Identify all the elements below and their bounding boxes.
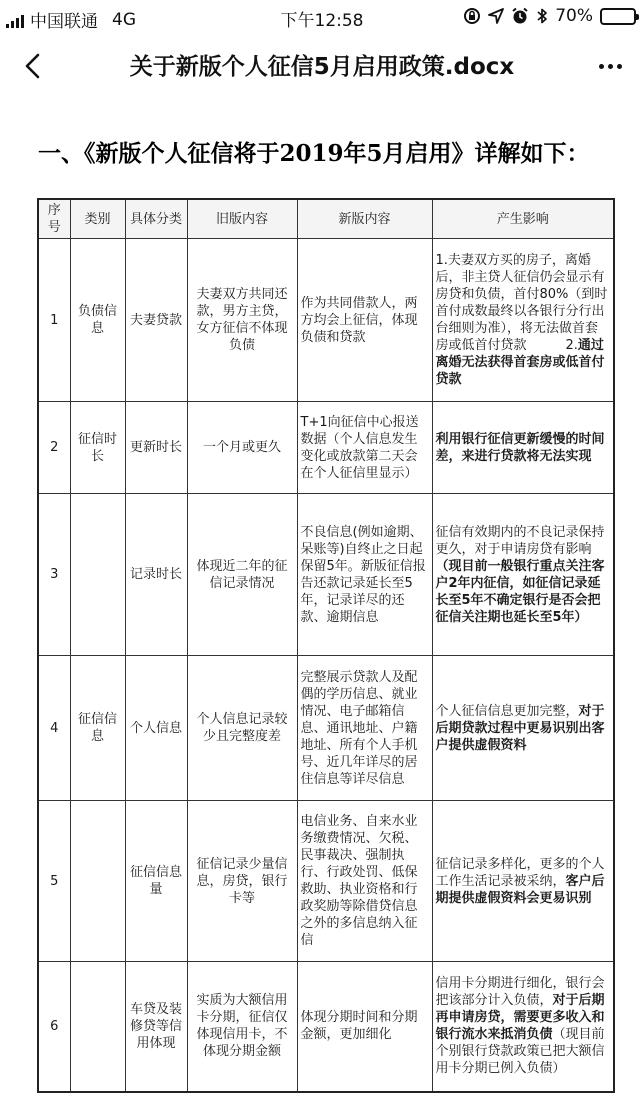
cell-new: 完整展示贷款人及配偶的学历信息、就业情况、电子邮箱信息、通讯地址、户籍地址、所有个人手机号、近几年详尽的居住信息等详尽信息 [297, 656, 432, 801]
cell-old: 体现近二年的征信记录情况 [187, 494, 297, 656]
effect-bold-text: 利用银行征信更新缓慢的时间差，来进行贷款将无法实现 [435, 431, 605, 464]
effect-bold-text: （现目前一般银行重点关注客户2年内征信，如征信记录延长至5年不确定银行是否会把征信关注期也延长至5年） [435, 558, 605, 625]
document-title: 关于新版个人征信5月启用政策.docx [129, 54, 515, 80]
cell-subcategory: 记录时长 [125, 494, 187, 656]
effect-text: 信用卡分期进行细化，银行会把该部分计入负债， [435, 976, 605, 1009]
cell-no: 1 [38, 239, 70, 402]
document-heading: 一、《新版个人征信将于2019年5月启用》详解如下： [38, 140, 590, 167]
carrier-name: 中国联通 [30, 12, 98, 32]
table-row [38, 402, 614, 494]
chevron-left-icon [14, 46, 54, 86]
status-time: 下午12:58 [280, 11, 364, 31]
table-row [38, 962, 614, 1092]
battery-percent: 70% [555, 6, 593, 26]
cell-new: 不良信息(例如逾期、呆账等)自终止之日起保留5年。新版征信报告还款记录延长至5年，记录详尽的还款、逾期信息 [297, 494, 432, 656]
effect-bold-text: 通过离婚无法获得首套房或低首付贷款 [435, 338, 605, 387]
effect-bold-text: 对于后期贷款过程中更易识别出客户提供虚假资料 [435, 703, 605, 753]
nav-bar [0, 34, 644, 98]
more-dots-icon [599, 64, 622, 69]
battery-icon [600, 8, 636, 25]
cell-old: 实质为大额信用卡分期，征信仅体现信用卡，不体现分期金额 [187, 962, 297, 1092]
cell-no: 3 [38, 494, 70, 656]
cell-subcategory: 更新时长 [125, 402, 187, 494]
cell-no: 2 [38, 402, 70, 494]
cell-category: 征信信息 [70, 656, 125, 801]
back-button[interactable] [14, 46, 54, 86]
table-row [38, 801, 614, 962]
cell-effect [432, 656, 614, 801]
effect-bold-text: 客户后期提供虚假资料会更易识别 [435, 873, 605, 906]
cell-category [70, 962, 125, 1092]
cell-no: 6 [38, 962, 70, 1092]
header-category: 类别 [70, 199, 125, 239]
status-bar [0, 0, 644, 34]
cell-category: 征信时长 [70, 402, 125, 494]
cell-new: T+1向征信中心报送数据（个人信息发生变化或放款第二天会在个人征信里显示） [297, 402, 432, 494]
cell-effect [432, 239, 614, 402]
status-right [463, 6, 636, 26]
effect-text: 1.夫妻双方买的房子，离婚后，非主贷人征信仍会显示有房贷和负债，首付80%（到时首付成数最终以各银行分行出台细则为准），将无法做首套房或低首付贷款 2. [435, 253, 608, 353]
cell-old: 征信记录少量信息，房贷，银行卡等 [187, 801, 297, 962]
policy-table [37, 198, 615, 1093]
table-row [38, 239, 614, 402]
cell-subcategory: 个人信息 [125, 656, 187, 801]
table-row [38, 494, 614, 656]
cell-category: 负债信息 [70, 239, 125, 402]
cell-effect [432, 962, 614, 1092]
table-row [38, 656, 614, 801]
header-new: 新版内容 [297, 199, 432, 239]
cell-subcategory: 夫妻贷款 [125, 239, 187, 402]
cell-no: 5 [38, 801, 70, 962]
cell-effect [432, 801, 614, 962]
cell-subcategory: 车贷及装修贷等信用体现 [125, 962, 187, 1092]
effect-tail-text: （现目前个别银行贷款政策已把大额信用卡分期已例入负债） [435, 1027, 605, 1077]
network-type: 4G [112, 9, 136, 30]
cell-new: 电信业务、自来水业务缴费情况、欠税、民事裁决、强制执行、行政处罚、低保救助、执业资格和行政奖励等除借贷信息之外的多信息纳入征信 [297, 801, 432, 962]
effect-bold-text: 对于后期再申请房贷，需要更多收入和银行流水来抵消负债 [435, 993, 605, 1043]
cell-effect [432, 494, 614, 656]
cell-no: 4 [38, 656, 70, 801]
cell-old: 个人信息记录较少且完整度差 [187, 656, 297, 801]
cell-effect [432, 402, 614, 494]
effect-text: 征信有效期内的不良记录保持更久，对于申请房贷有影响 [435, 524, 605, 557]
cell-category [70, 801, 125, 962]
table-header-row [38, 199, 614, 239]
cell-subcategory: 征信信息量 [125, 801, 187, 962]
cell-category [70, 494, 125, 656]
header-subcategory: 具体分类 [125, 199, 187, 239]
location-arrow-icon [488, 8, 504, 24]
rotation-lock-icon [463, 7, 481, 25]
cell-old: 一个月或更久 [187, 402, 297, 494]
more-button[interactable] [590, 48, 630, 84]
header-no: 序号 [38, 199, 70, 239]
cell-new: 体现分期时间和分期金额，更加细化 [297, 962, 432, 1092]
cell-new: 作为共同借款人，两方均会上征信，体现负债和贷款 [297, 239, 432, 402]
header-old: 旧版内容 [187, 199, 297, 239]
bluetooth-icon [536, 7, 548, 25]
header-effect: 产生影响 [432, 199, 614, 239]
effect-text: 征信记录多样化，更多的个人工作生活记录被采纳， [435, 856, 605, 889]
alarm-icon [511, 7, 529, 25]
effect-text: 个人征信信息更加完整， [435, 703, 579, 719]
cell-old: 夫妻双方共同还款，男方主贷，女方征信不体现负债 [187, 239, 297, 402]
